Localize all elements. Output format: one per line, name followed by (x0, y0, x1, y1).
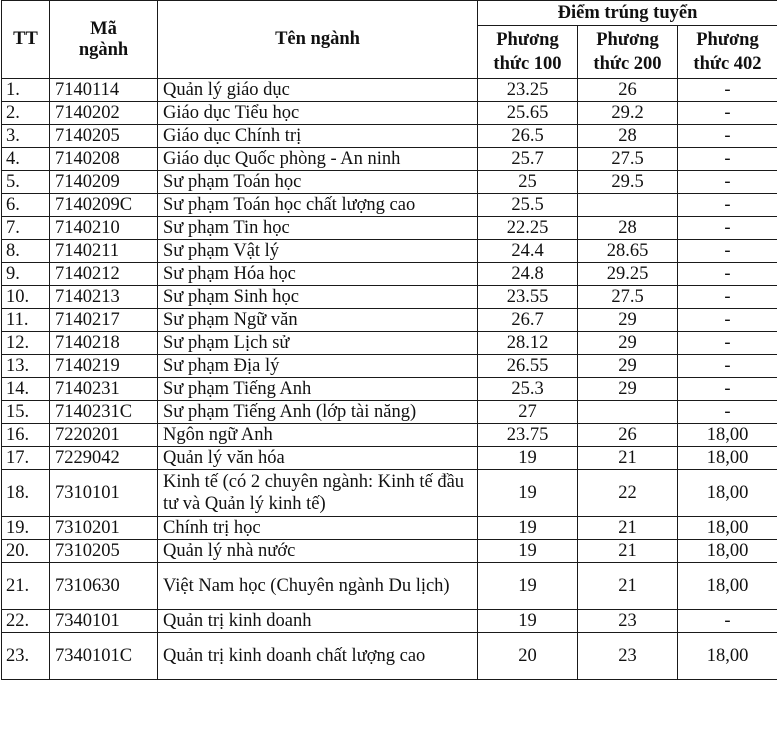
major-name: Quản lý văn hóa (158, 447, 478, 470)
score-method-200: 26 (578, 79, 678, 102)
score-method-200: 28 (578, 125, 678, 148)
row-number: 10. (2, 286, 50, 309)
score-method-100: 26.5 (478, 125, 578, 148)
table-row (2, 79, 777, 102)
major-code: 7140211 (50, 240, 158, 263)
table-body (2, 79, 777, 680)
header-method-200-line2: thức 200 (593, 54, 662, 74)
table-row (2, 102, 777, 125)
table-row (2, 263, 777, 286)
score-method-402: - (678, 79, 777, 102)
header-method-200 (578, 26, 678, 79)
score-method-100: 19 (478, 470, 578, 517)
table-row (2, 355, 777, 378)
table-row (2, 194, 777, 217)
header-score-group: Điểm trúng tuyển (478, 1, 777, 26)
score-method-100: 24.4 (478, 240, 578, 263)
table-row (2, 240, 777, 263)
score-method-200: 21 (578, 540, 678, 563)
major-name: Quản trị kinh doanh (158, 610, 478, 633)
table-row (2, 217, 777, 240)
row-number: 4. (2, 148, 50, 171)
table-row (2, 148, 777, 171)
score-method-100: 22.25 (478, 217, 578, 240)
major-code: 7140213 (50, 286, 158, 309)
score-method-100: 25.5 (478, 194, 578, 217)
score-method-200: 28 (578, 217, 678, 240)
major-code: 7340101 (50, 610, 158, 633)
row-number: 14. (2, 378, 50, 401)
major-code: 7140205 (50, 125, 158, 148)
score-method-402: 18,00 (678, 447, 777, 470)
table-row (2, 125, 777, 148)
score-method-402: - (678, 240, 777, 263)
major-name: Ngôn ngữ Anh (158, 424, 478, 447)
score-method-200: 28.65 (578, 240, 678, 263)
score-method-402: - (678, 148, 777, 171)
row-number: 5. (2, 171, 50, 194)
header-method-200-line1: Phương (596, 30, 659, 50)
major-code: 7310201 (50, 517, 158, 540)
score-method-402: - (678, 355, 777, 378)
score-method-402: - (678, 171, 777, 194)
score-method-200: 27.5 (578, 286, 678, 309)
major-code: 7140231C (50, 401, 158, 424)
major-name: Quản trị kinh doanh chất lượng cao (158, 633, 478, 680)
score-method-100: 19 (478, 517, 578, 540)
major-name: Sư phạm Tiếng Anh (158, 378, 478, 401)
row-number: 2. (2, 102, 50, 125)
table-row (2, 633, 777, 680)
score-method-402: 18,00 (678, 540, 777, 563)
score-method-200 (578, 401, 678, 424)
major-name: Sư phạm Ngữ văn (158, 309, 478, 332)
major-code: 7310205 (50, 540, 158, 563)
major-name: Sư phạm Tin học (158, 217, 478, 240)
major-name: Sư phạm Vật lý (158, 240, 478, 263)
header-method-402-line2: thức 402 (693, 54, 762, 74)
major-code: 7340101C (50, 633, 158, 680)
score-method-100: 25 (478, 171, 578, 194)
table-row (2, 563, 777, 610)
row-number: 18. (2, 470, 50, 517)
score-method-200: 21 (578, 447, 678, 470)
score-method-402: - (678, 102, 777, 125)
score-method-402: - (678, 263, 777, 286)
table-row (2, 309, 777, 332)
row-number: 15. (2, 401, 50, 424)
score-method-200: 29 (578, 309, 678, 332)
row-number: 3. (2, 125, 50, 148)
score-method-402: - (678, 194, 777, 217)
score-method-200 (578, 194, 678, 217)
score-method-200: 29.5 (578, 171, 678, 194)
major-code: 7140231 (50, 378, 158, 401)
score-method-402: - (678, 217, 777, 240)
score-method-200: 23 (578, 610, 678, 633)
header-code-line1: Mã (90, 18, 117, 39)
row-number: 17. (2, 447, 50, 470)
major-code: 7140218 (50, 332, 158, 355)
major-name: Quản lý giáo dục (158, 79, 478, 102)
table-row (2, 401, 777, 424)
score-method-402: - (678, 401, 777, 424)
major-code: 7140202 (50, 102, 158, 125)
table-row (2, 540, 777, 563)
score-method-100: 26.55 (478, 355, 578, 378)
score-method-200: 21 (578, 517, 678, 540)
major-code: 7220201 (50, 424, 158, 447)
major-name: Sư phạm Lịch sử (158, 332, 478, 355)
score-method-200: 29 (578, 378, 678, 401)
score-method-100: 23.75 (478, 424, 578, 447)
score-method-200: 21 (578, 563, 678, 610)
score-method-200: 27.5 (578, 148, 678, 171)
score-method-200: 22 (578, 470, 678, 517)
row-number: 22. (2, 610, 50, 633)
table-row (2, 470, 777, 517)
major-code: 7310630 (50, 563, 158, 610)
row-number: 12. (2, 332, 50, 355)
score-method-402: - (678, 286, 777, 309)
major-name: Giáo dục Chính trị (158, 125, 478, 148)
header-method-100-line2: thức 100 (493, 54, 562, 74)
major-code: 7140212 (50, 263, 158, 286)
major-name: Kinh tế (có 2 chuyên ngành: Kinh tế đầu tư và Quản lý kinh tế) (158, 470, 478, 517)
major-code: 7140208 (50, 148, 158, 171)
score-method-100: 25.65 (478, 102, 578, 125)
major-code: 7140210 (50, 217, 158, 240)
table-row (2, 447, 777, 470)
table-row (2, 610, 777, 633)
score-method-402: - (678, 378, 777, 401)
major-code: 7140209 (50, 171, 158, 194)
row-number: 16. (2, 424, 50, 447)
header-method-402-line1: Phương (696, 30, 759, 50)
score-method-200: 29 (578, 332, 678, 355)
score-method-402: - (678, 309, 777, 332)
score-method-100: 19 (478, 610, 578, 633)
score-method-402: 18,00 (678, 470, 777, 517)
major-name: Quản lý nhà nước (158, 540, 478, 563)
table-row (2, 332, 777, 355)
score-method-100: 19 (478, 563, 578, 610)
major-name: Giáo dục Quốc phòng - An ninh (158, 148, 478, 171)
score-method-100: 23.25 (478, 79, 578, 102)
row-number: 11. (2, 309, 50, 332)
score-method-100: 24.8 (478, 263, 578, 286)
row-number: 6. (2, 194, 50, 217)
major-name: Sư phạm Hóa học (158, 263, 478, 286)
major-code: 7229042 (50, 447, 158, 470)
row-number: 1. (2, 79, 50, 102)
score-method-100: 19 (478, 447, 578, 470)
major-name: Sư phạm Toán học chất lượng cao (158, 194, 478, 217)
header-name: Tên ngành (158, 1, 478, 79)
score-method-402: - (678, 125, 777, 148)
score-method-100: 23.55 (478, 286, 578, 309)
header-method-402 (678, 26, 777, 79)
row-number: 7. (2, 217, 50, 240)
score-method-200: 29 (578, 355, 678, 378)
row-number: 9. (2, 263, 50, 286)
score-method-100: 27 (478, 401, 578, 424)
major-name: Sư phạm Toán học (158, 171, 478, 194)
header-tt: TT (2, 1, 50, 79)
score-method-200: 26 (578, 424, 678, 447)
major-code: 7140219 (50, 355, 158, 378)
major-name: Sư phạm Sinh học (158, 286, 478, 309)
major-name: Giáo dục Tiểu học (158, 102, 478, 125)
row-number: 21. (2, 563, 50, 610)
header-method-100 (478, 26, 578, 79)
score-method-100: 19 (478, 540, 578, 563)
score-method-402: 18,00 (678, 424, 777, 447)
score-method-200: 29.25 (578, 263, 678, 286)
major-name: Sư phạm Tiếng Anh (lớp tài năng) (158, 401, 478, 424)
major-code: 7140217 (50, 309, 158, 332)
major-name: Chính trị học (158, 517, 478, 540)
major-code: 7310101 (50, 470, 158, 517)
row-number: 20. (2, 540, 50, 563)
header-code (50, 1, 158, 79)
table-row (2, 286, 777, 309)
score-method-402: 18,00 (678, 563, 777, 610)
score-method-402: - (678, 610, 777, 633)
score-method-200: 23 (578, 633, 678, 680)
score-method-402: 18,00 (678, 517, 777, 540)
table-row (2, 424, 777, 447)
table-row (2, 517, 777, 540)
score-method-100: 28.12 (478, 332, 578, 355)
major-code: 7140114 (50, 79, 158, 102)
admission-score-table (1, 0, 777, 680)
score-method-100: 25.7 (478, 148, 578, 171)
score-method-402: - (678, 332, 777, 355)
row-number: 8. (2, 240, 50, 263)
major-name: Việt Nam học (Chuyên ngành Du lịch) (158, 563, 478, 610)
major-name: Sư phạm Địa lý (158, 355, 478, 378)
row-number: 23. (2, 633, 50, 680)
table-row (2, 378, 777, 401)
row-number: 13. (2, 355, 50, 378)
score-method-100: 26.7 (478, 309, 578, 332)
score-method-200: 29.2 (578, 102, 678, 125)
score-method-100: 25.3 (478, 378, 578, 401)
table-row (2, 171, 777, 194)
score-method-100: 20 (478, 633, 578, 680)
header-code-line2: ngành (78, 39, 129, 60)
row-number: 19. (2, 517, 50, 540)
major-code: 7140209C (50, 194, 158, 217)
score-method-402: 18,00 (678, 633, 777, 680)
header-method-100-line1: Phương (496, 30, 559, 50)
